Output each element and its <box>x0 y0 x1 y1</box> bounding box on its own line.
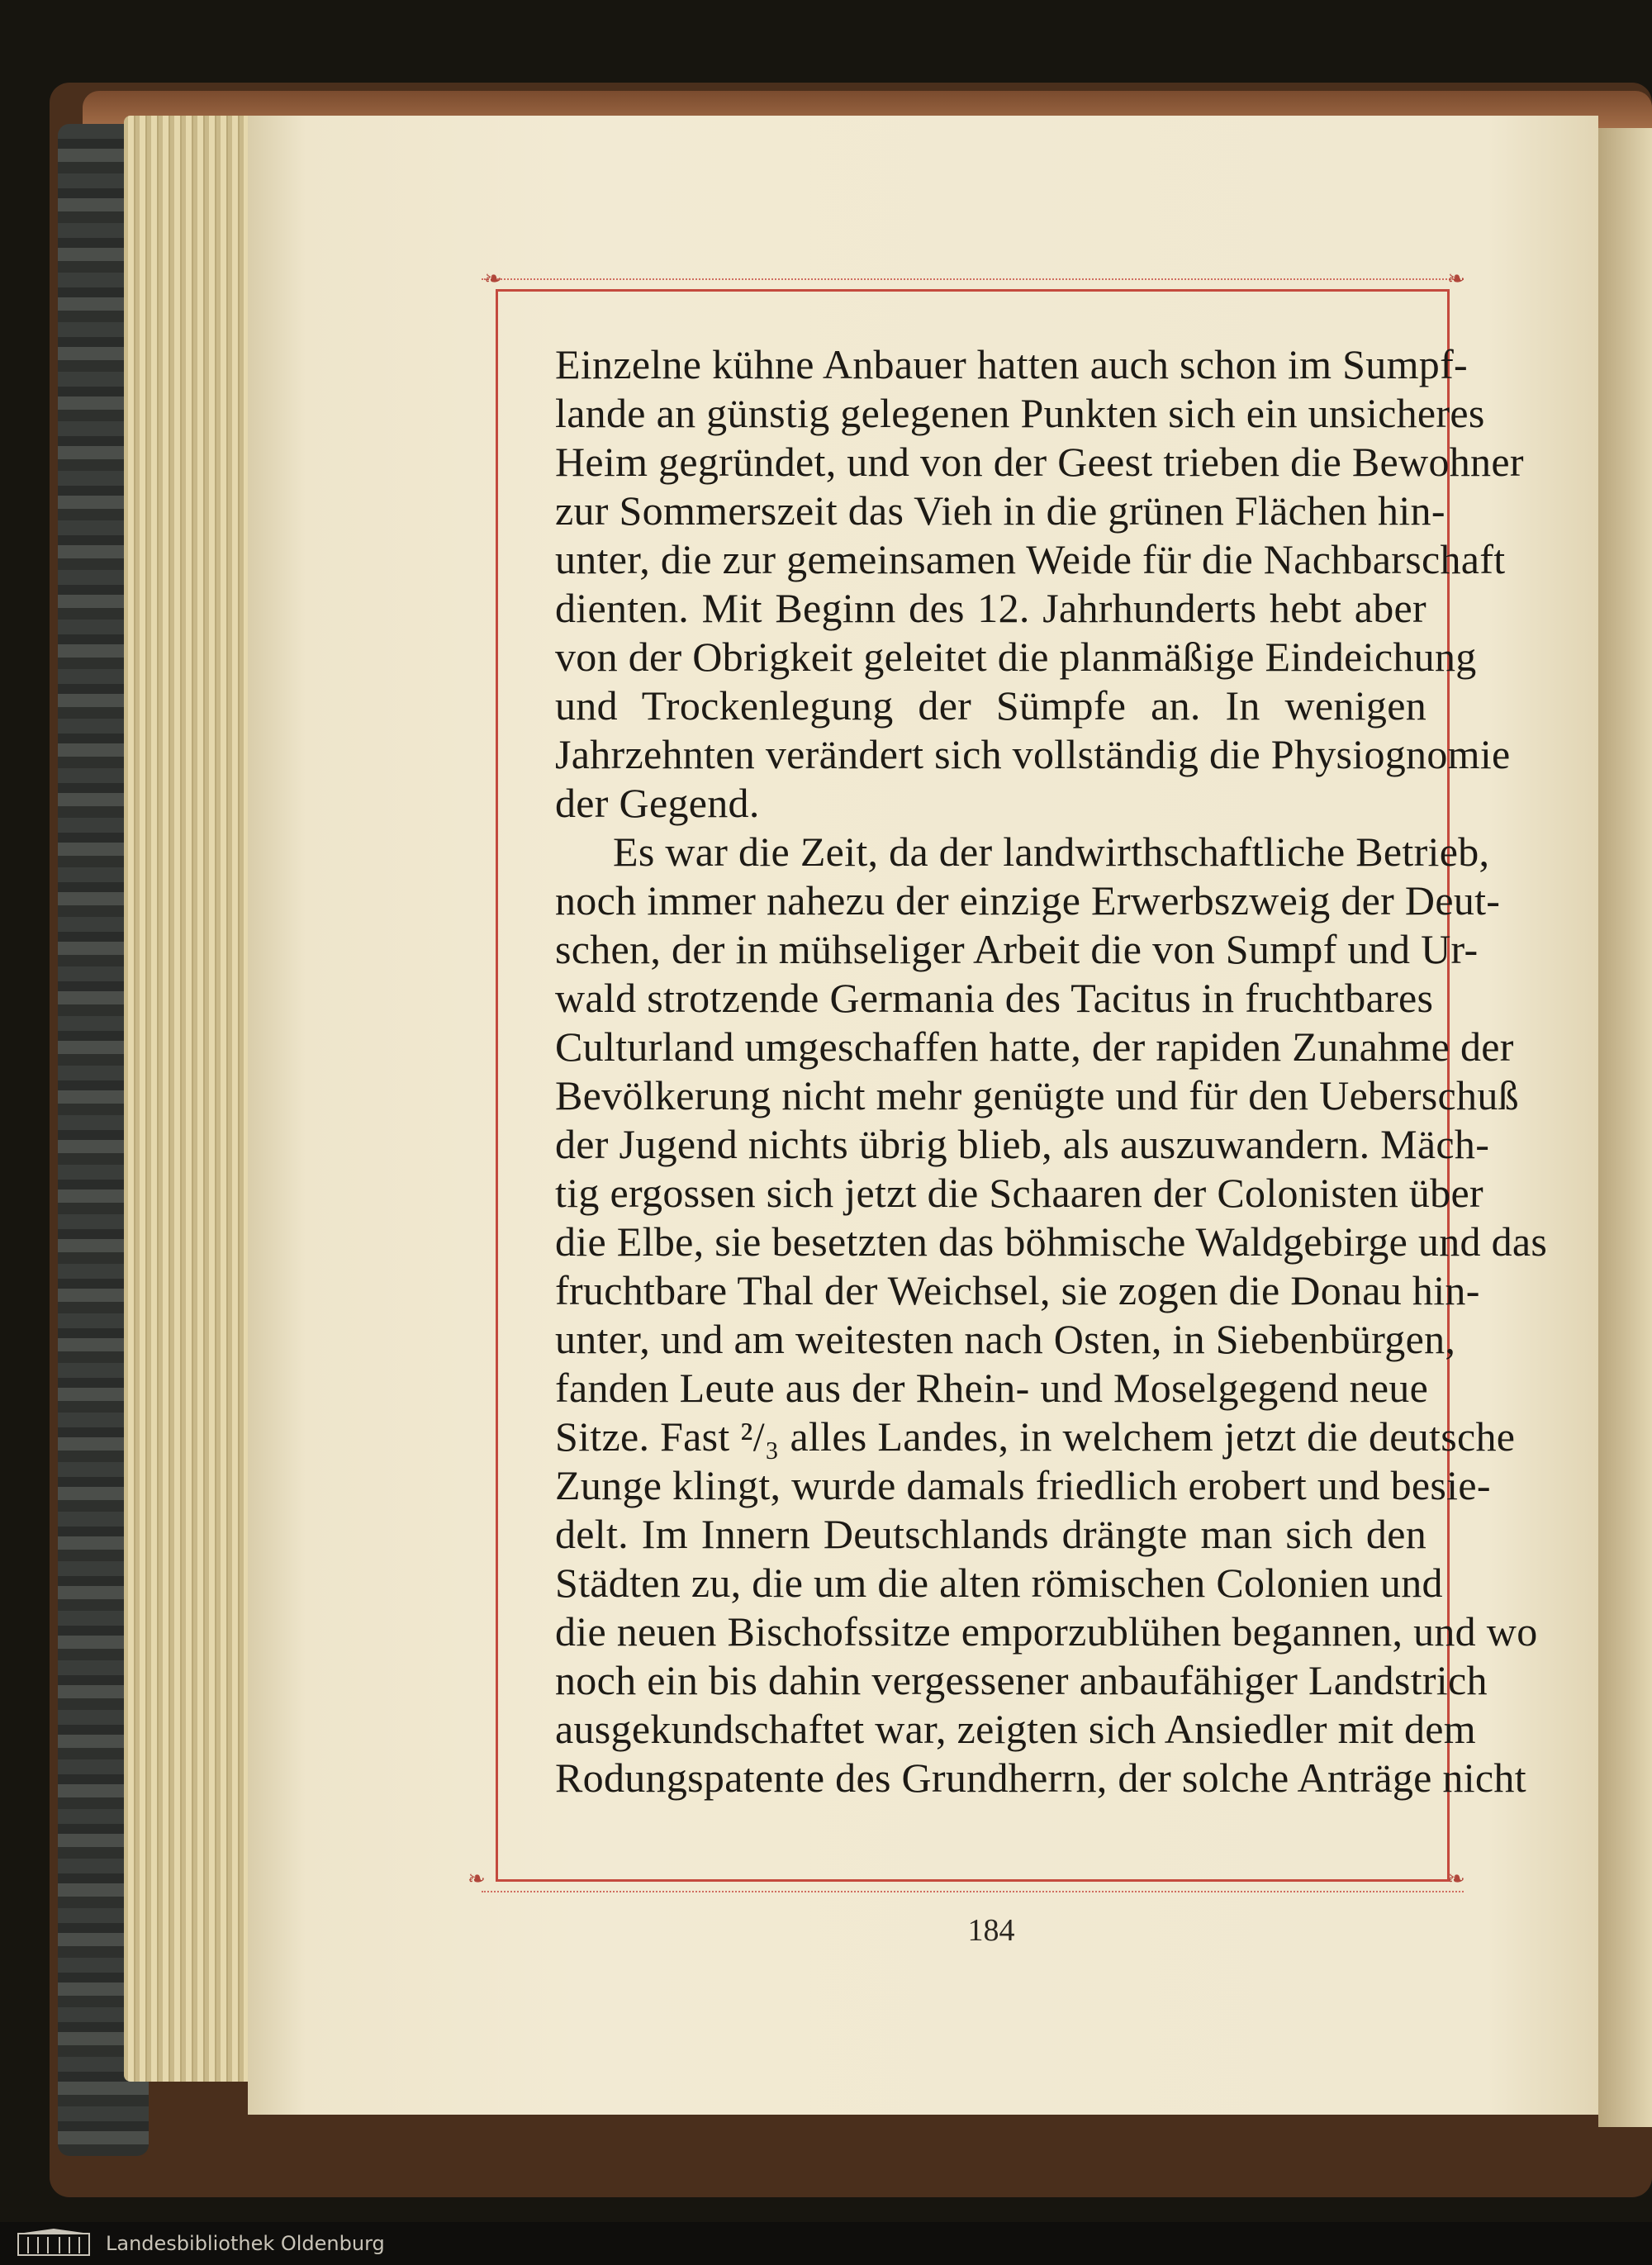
text-line: der Gegend. <box>555 780 760 826</box>
text-line: dienten. Mit Beginn des 12. Jahrhunderts hebt aber <box>555 585 1427 631</box>
text-line: fanden Leute aus der Rhein- und Moselgegend neue <box>555 1365 1429 1411</box>
body-text <box>555 340 1548 1802</box>
text-line: noch immer nahezu der einzige Erwerbszweig der Deut- <box>555 877 1501 924</box>
text-line: Sitze. Fast ²/₃ alles Landes, in welchem jetzt die deutsche <box>555 1413 1516 1460</box>
text-line: ausgekundschaftet war, zeigten sich Ansiedler mit dem <box>555 1706 1476 1752</box>
text-line: unter, und am weitesten nach Osten, in Siebenbürgen, <box>555 1316 1456 1362</box>
frame-corner-ornament: ❧ <box>468 1867 486 1892</box>
text-line: die Elbe, sie besetzten das böhmische Waldgebirge und das <box>555 1218 1548 1265</box>
page-number: 184 <box>967 1913 1015 1948</box>
text-line: wald strotzende Germania des Tacitus in fruchtbares <box>555 975 1434 1021</box>
text-line: lande an günstig gelegenen Punkten sich ein unsicheres <box>555 390 1485 436</box>
text-line: und Trockenlegung der Sümpfe an. In wenigen <box>555 682 1427 729</box>
text-line: tig ergossen sich jetzt die Schaaren der Colonisten über <box>555 1170 1483 1216</box>
frame-corner-ornament: ❧ <box>484 267 502 292</box>
paragraph-1 <box>555 340 1524 828</box>
text-line: der Jugend nichts übrig blieb, als auszuwandern. Mäch- <box>555 1121 1490 1167</box>
text-line: schen, der in mühseliger Arbeit die von Sumpf und Ur- <box>555 926 1479 972</box>
text-line: von der Obrigkeit geleitet die planmäßige Eindeichung <box>555 634 1477 680</box>
paragraph-2 <box>555 828 1548 1802</box>
text-line: Bevölkerung nicht mehr genügte und für den Ueberschuß <box>555 1072 1519 1118</box>
text-line: zur Sommerszeit das Vieh in die grünen Flächen hin- <box>555 487 1446 534</box>
text-line: unter, die zur gemeinsamen Weide für die Nachbarschaft <box>555 536 1506 582</box>
text-line: noch ein bis dahin vergessener anbaufähiger Landstrich <box>555 1657 1488 1703</box>
footer-bar <box>0 2222 1652 2265</box>
page-edges <box>124 116 264 2082</box>
frame-corner-ornament: ❧ <box>1447 1867 1465 1892</box>
text-line: Zunge klingt, wurde damals friedlich erobert und besie- <box>555 1462 1491 1508</box>
facing-page-edge <box>1598 128 1652 2127</box>
text-line: Jahrzehnten verändert sich vollständig die Physiognomie <box>555 731 1511 777</box>
frame-corner-ornament: ❧ <box>1447 267 1465 292</box>
text-line: Städten zu, die um die alten römischen Colonien und <box>555 1560 1443 1606</box>
text-line: Culturland umgeschaffen hatte, der rapiden Zunahme der <box>555 1023 1514 1070</box>
text-line: delt. Im Innern Deutschlands drängte man sich den <box>555 1511 1427 1557</box>
text-line: Es war die Zeit, da der landwirthschaftliche Betrieb, <box>613 829 1490 875</box>
text-line: die neuen Bischofssitze emporzublühen begannen, und wo <box>555 1608 1538 1655</box>
library-building-icon <box>17 2229 91 2258</box>
text-line: Einzelne kühne Anbauer hatten auch schon im Sumpf- <box>555 341 1468 387</box>
text-line: fruchtbare Thal der Weichsel, sie zogen die Donau hin- <box>555 1267 1480 1313</box>
library-name: Landesbibliothek Oldenburg <box>106 2232 385 2255</box>
text-line: Rodungspatente des Grundherrn, der solche Anträge nicht <box>555 1755 1526 1801</box>
text-line: Heim gegründet, und von der Geest trieben die Bewohner <box>555 439 1524 485</box>
